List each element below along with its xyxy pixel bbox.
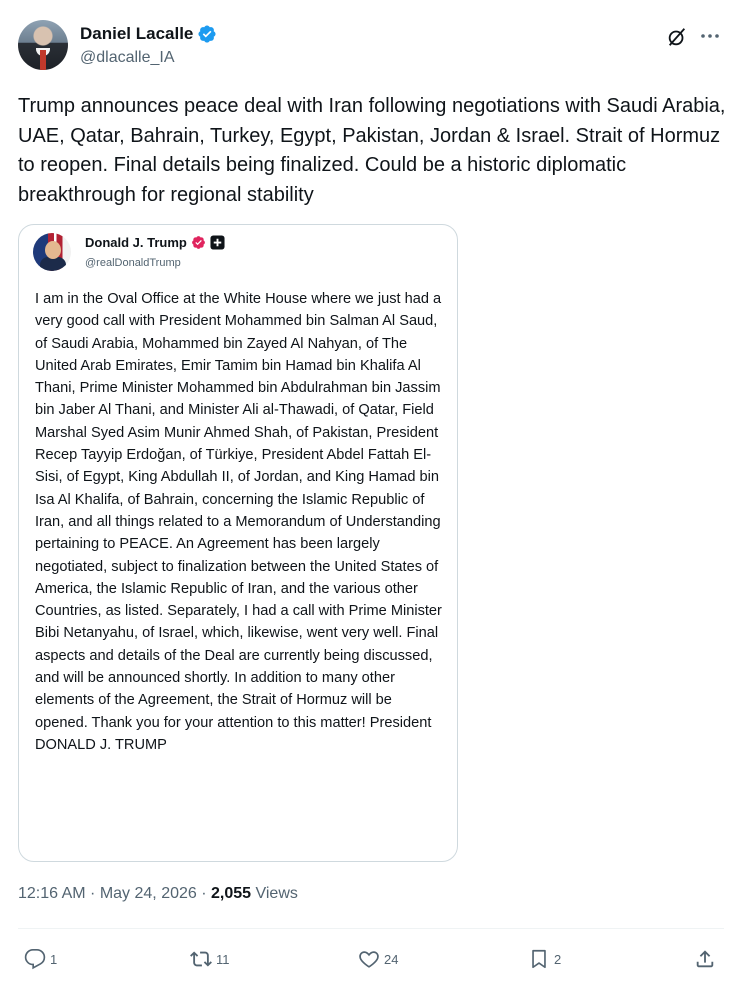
repost-button[interactable] [190,944,230,974]
views-count: 2,055 [211,885,252,902]
quoted-tweet-text: I am in the Oval Office at the White House where we just had a very good call with President Mohammed bin Salman Al Saud, of Saudi Arabia, Mohammed bin Zayed Al Nahyan, of The United Arab Emirates, Emir Tamim bin Hamad bin Khalifa Al Thani, Prime Minister Mohammed bin Abdulrahman bin Jassim bin Jaber Al Thani, and Minister Ali al-Thawadi, of Qatar, Field Marshal Syed Asim Munir Ahmed Shah, of Pakistan, President Recep Tayyip Erdoğan, of Türkiye, President Abdel Fattah El-Sisi, of Egypt, King Abdullah II, of Jordan, and King Hamad bin Isa Al Khalifa, of Bahrain, concerning the Islamic Republic of Iran, and all things related to a Memorandum of Understanding pertaining to PEACE. An Agreement has been largely negotiated, subject to finalization between the United States of America, the Islamic Republic of Iran, and the various other Countries, as listed. Separately, I had a call with Prime Minister Bibi Netanyahu, of Israel, which, likewise, went very well. Final aspects and details of the Deal are currently being discussed, and will be announced shortly. In addition to many other elements of the Agreement, the Strait of Hormuz will be opened. Thank you for your attention to this matter! President DONALD J. TRUMP [35,291,442,753]
share-icon [694,948,716,970]
reply-count: 1 [50,951,58,967]
bookmark-icon [528,948,550,970]
meta-separator: · [196,885,211,902]
views-label: Views [251,885,298,902]
divider [18,928,724,929]
quoted-tweet-card[interactable] [18,224,458,862]
author-avatar[interactable] [18,20,68,70]
reply-button[interactable] [24,944,57,974]
meta-separator: · [85,885,100,902]
quoted-author-display-name: Donald J. Trump [85,235,187,250]
share-button[interactable] [694,944,716,974]
verified-badge-icon [197,24,217,44]
like-button[interactable] [358,944,398,974]
bookmark-button[interactable] [528,944,561,974]
grok-icon[interactable] [666,26,688,48]
bookmark-count: 2 [554,951,562,967]
author-display-name[interactable]: Daniel Lacalle [80,24,194,43]
tweet-text: Trump announces peace deal with Iran following negotiations with Saudi Arabia, UAE, Qatar, Bahrain, Turkey, Egypt, Pakistan, Jordan & Israel. Strait of Hormuz to reopen. Final details being finalized. Could be a historic diplomatic breakthrough for regional stability [18,95,726,206]
quoted-author-handle: @realDonaldTrump [85,257,181,269]
like-count: 24 [384,951,399,967]
author-name-row [80,24,217,44]
tweet-header [18,20,724,72]
repost-count: 11 [216,951,230,967]
reply-icon [24,948,46,970]
affiliate-plus-icon [210,235,225,250]
tweet-meta [18,885,298,903]
heart-icon [358,948,380,970]
quoted-author-name-row [85,235,225,250]
verified-badge-icon [191,235,206,250]
author-handle[interactable]: @dlacalle_IA [80,49,175,66]
repost-icon [190,948,212,970]
tweet-date[interactable]: May 24, 2026 [99,885,197,902]
more-icon[interactable] [698,24,722,48]
quoted-author-avatar [33,233,71,271]
tweet-time[interactable]: 12:16 AM [18,885,86,902]
action-bar [18,944,724,974]
